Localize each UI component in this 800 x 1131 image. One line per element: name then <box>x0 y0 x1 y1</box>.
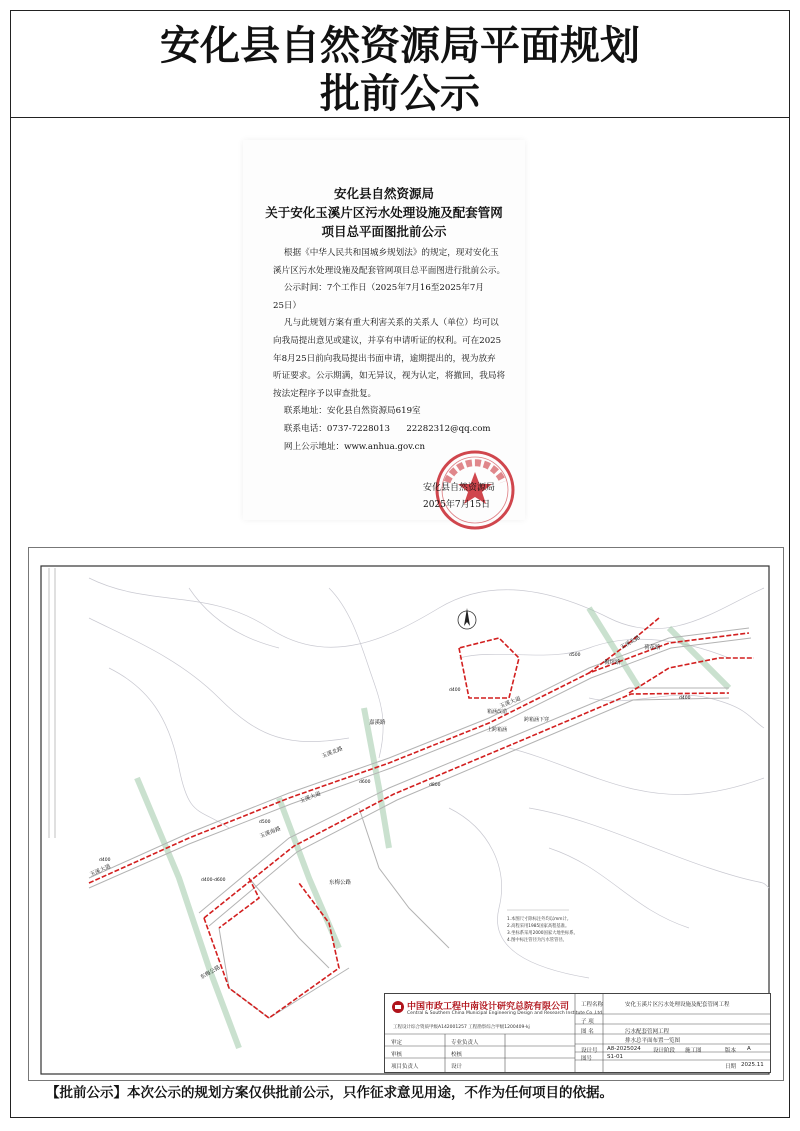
page-header <box>11 11 789 118</box>
pipe-label: d500 <box>259 820 271 825</box>
road-label: 玉溪北路 <box>321 746 344 760</box>
road-label: 玉溪大道 <box>89 863 112 879</box>
legend-note: 4.图中标注管径为污水管管径。 <box>507 938 567 943</box>
notice-line: 25日） <box>273 300 302 311</box>
project-name: 安化玉溪片区污水处理设施及配套管网工程 <box>625 1002 730 1008</box>
role-label: 校核 <box>451 1052 463 1058</box>
notice-org: 安化县自然资源局 <box>333 186 434 201</box>
notice-line: 联系电话：0737-7228013 22282312@qq.com <box>273 423 491 434</box>
road-label: 东梅公路 <box>329 880 352 886</box>
notice-document <box>243 140 525 520</box>
notice-line: 根据《中华人民共和国城乡规划法》的规定，现对安化玉 <box>273 248 499 258</box>
legend-note: 2.高程采用1985国家高程基准。 <box>507 924 570 929</box>
sign-org: 安化县自然资源局 <box>423 483 496 493</box>
road-label: 玉溪大道 <box>299 791 322 805</box>
date-label: 日期 <box>725 1064 737 1070</box>
design-no: A8-2025024 <box>607 1046 641 1052</box>
road-label: 梅坪路 <box>604 660 621 666</box>
notice-line: 联系地址：安化县自然资源局619室 <box>273 406 421 417</box>
notice-heading <box>243 184 525 241</box>
role-label: 审核 <box>391 1052 403 1058</box>
pipe-label: d500 <box>569 653 581 658</box>
road-label: 东梅公路 <box>199 964 222 981</box>
role-label: 专业负责人 <box>451 1040 479 1046</box>
footer-prefix: 【批前公示】 <box>46 1085 127 1101</box>
road-label: 嘉溪路 <box>369 720 386 726</box>
legend-note: 1.本图尺寸除标注外均以mm计。 <box>507 917 572 922</box>
pipe-label: d400 <box>99 858 111 863</box>
project-label: 箱涵改造 <box>487 709 508 715</box>
drawing-name: 排水总平面布置一览图 <box>625 1038 681 1044</box>
pipe-label: d400 <box>679 696 691 701</box>
notice-subject-line1: 关于安化玉溪片区污水处理设施及配套管网 <box>265 205 503 220</box>
role-label: 审定 <box>391 1040 403 1046</box>
sub-label: 子 项 <box>581 1019 594 1025</box>
road-label: 荷花路 <box>644 645 661 651</box>
drawing-sheet <box>28 547 784 1081</box>
notice-line: 凡与此规划方案有重大利害关系的关系人（单位）均可以 <box>273 318 499 329</box>
version-label: 版本 <box>725 1048 737 1054</box>
notice-subject-line2: 项目总平面图批前公示 <box>321 224 447 239</box>
page-title-line1: 安化县自然资源局平面规划 <box>160 23 640 69</box>
road-label: 玉溪大道 <box>499 696 522 710</box>
date: 2025.11 <box>741 1062 764 1068</box>
design-no-label: 设计号 <box>581 1048 598 1054</box>
notice-line: 按法定程序予以审查批复。 <box>273 388 377 399</box>
pipe-label: d400 <box>449 688 461 693</box>
road-label: 玉溪北路 <box>619 634 642 651</box>
project-label: 上跨箱涵 <box>487 727 508 733</box>
sub-name: 污水配套管网工程 <box>625 1029 670 1035</box>
company-cert: 工程设计综合资质甲级A142001257 工程勘察综合甲级1200409-kj <box>393 1025 530 1030</box>
road-label: 玉溪南路 <box>259 826 282 840</box>
drawing-label: 图 名 <box>581 1029 594 1035</box>
stage-label: 设计阶段 <box>653 1048 676 1054</box>
page-title-line2: 批前公示 <box>320 71 480 117</box>
role-label: 设计 <box>451 1064 463 1070</box>
notice-signature <box>423 480 495 514</box>
stage: 施工图 <box>685 1048 702 1054</box>
pipe-label: d800 <box>429 783 441 788</box>
north-arrow-icon <box>458 608 476 629</box>
footer-disclaimer <box>46 1083 613 1103</box>
legend-note: 3.坐标系采用2000国家大地坐标系。 <box>507 931 578 936</box>
company-name: 中国市政工程中南设计研究总院有限公司 <box>407 1002 570 1012</box>
title-block <box>384 993 771 1073</box>
notice-body <box>273 245 521 456</box>
notice-line: 溪片区污水处理设施及配套管网项目总平面图进行批前公示。 <box>273 265 506 276</box>
version: A <box>747 1046 751 1052</box>
sheet: S1-01 <box>607 1054 623 1060</box>
project-label: 跨箱涵下穿 <box>524 717 550 723</box>
notice-line: 网上公示地址：www.anhua.gov.cn <box>273 441 426 452</box>
project-label: 工程名称 <box>581 1002 604 1008</box>
notice-line: 向我局提出意见或建议，并享有申请听证的权利。可在2025 <box>273 335 502 346</box>
pipe-label: d400-d600 <box>201 878 226 883</box>
pipe-label: d600 <box>359 780 371 785</box>
sheet-label: 图号 <box>581 1056 593 1062</box>
footer-text: 本次公示的规划方案仅供批前公示，只作征求意见用途，不作为任何项目的依据。 <box>127 1085 613 1101</box>
sign-date: 2025年7月15日 <box>423 500 491 510</box>
company-name-en: Central & Southern China Municipal Engineering Design and Research Institute Co.,Ltd. <box>407 1011 604 1016</box>
notice-line: 听证要求。公示期满，如无异议，视为认定，将撤回，我局将 <box>273 371 506 382</box>
role-label: 项目负责人 <box>391 1064 419 1070</box>
legend <box>507 916 578 944</box>
notice-line: 年8月25日前向我局提出书面申请，逾期提出的，视为放弃 <box>273 353 496 364</box>
notice-line: 公示时间：7个工作日（2025年7月16至2025年7月 <box>273 283 484 294</box>
